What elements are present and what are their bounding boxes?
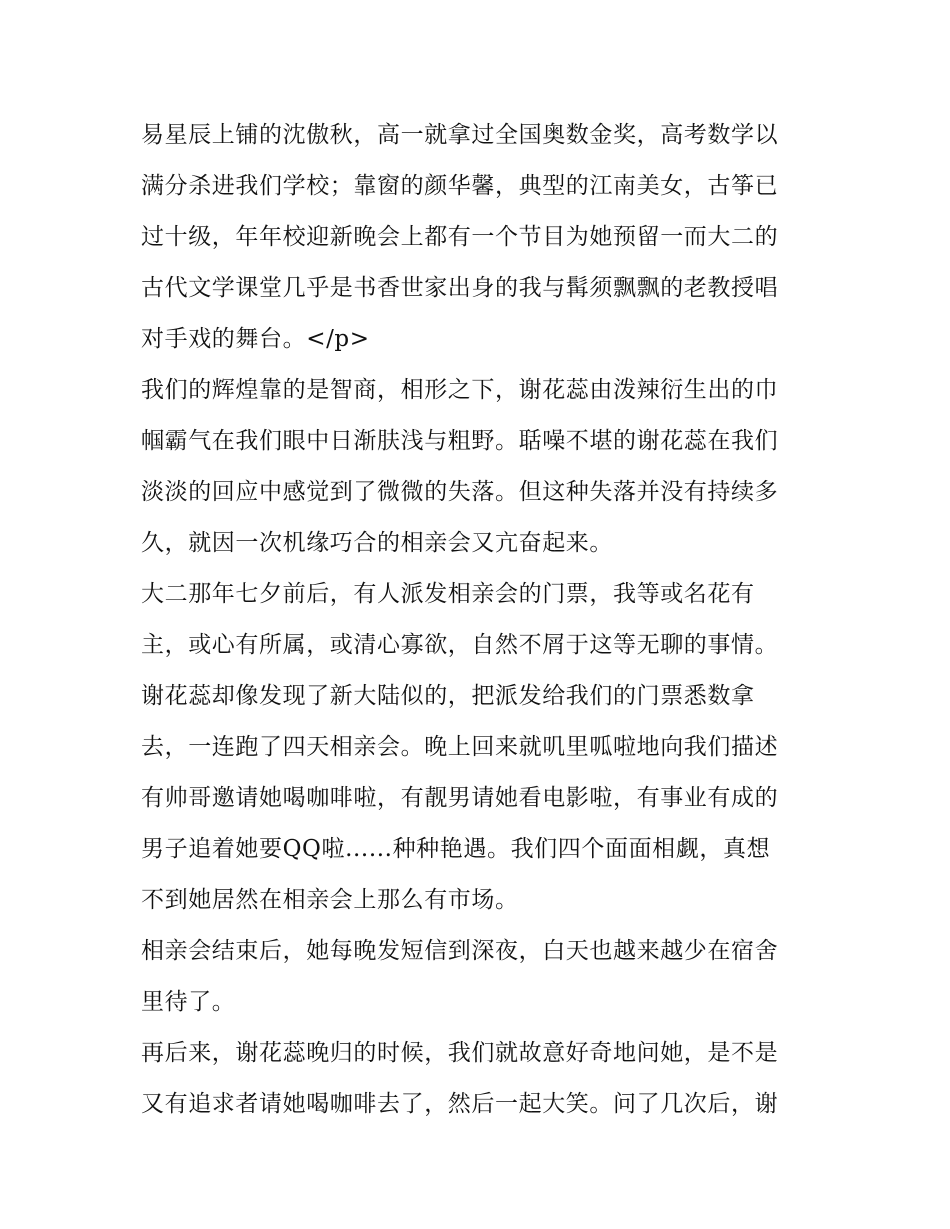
text-line: 易星辰上铺的沈傲秋，高一就拿过全国奥数金奖，高考数学以 bbox=[141, 122, 779, 148]
text-line: 主，或心有所属，或清心寡欲，自然不屑于这等无聊的事情。 bbox=[141, 632, 779, 658]
text-line: 里待了。 bbox=[141, 989, 236, 1015]
text-line: 淡淡的回应中感觉到了微微的失落。但这种失落并没有持续多 bbox=[141, 479, 779, 505]
text-line: 男子追着她要QQ啦......种种艳遇。我们四个面面相觑，真想 bbox=[141, 836, 771, 862]
text-line: 又有追求者请她喝咖啡去了，然后一起大笑。问了几次后，谢 bbox=[141, 1091, 779, 1117]
text-line: 相亲会结束后，她每晚发短信到深夜，白天也越来越少在宿舍 bbox=[141, 938, 779, 964]
text-line: 我们的辉煌靠的是智商，相形之下，谢花蕊由泼辣衍生出的巾 bbox=[141, 377, 779, 403]
text-line: 不到她居然在相亲会上那么有市场。 bbox=[141, 887, 519, 913]
text-line: 满分杀进我们学校；靠窗的颜华馨，典型的江南美女，古筝已 bbox=[141, 173, 779, 199]
text-line: 有帅哥邀请她喝咖啡啦，有靓男请她看电影啦，有事业有成的 bbox=[141, 785, 779, 811]
text-line: 古代文学课堂几乎是书香世家出身的我与髯须飘飘的老教授唱 bbox=[141, 275, 779, 301]
text-line: 大二那年七夕前后，有人派发相亲会的门票，我等或名花有 bbox=[141, 581, 755, 607]
text-line: 帼霸气在我们眼中日渐肤浅与粗野。聒噪不堪的谢花蕊在我们 bbox=[141, 428, 779, 454]
body-text bbox=[141, 110, 821, 1130]
text-line: 再后来，谢花蕊晚归的时候，我们就故意好奇地问她，是不是 bbox=[141, 1040, 779, 1066]
text-line: 久，就因一次机缘巧合的相亲会又亢奋起来。 bbox=[141, 530, 613, 556]
text-line: 过十级，年年校迎新晚会上都有一个节目为她预留一而大二的 bbox=[141, 224, 779, 250]
text-line: 对手戏的舞台。</p> bbox=[141, 326, 370, 352]
text-line: 谢花蕊却像发现了新大陆似的，把派发给我们的门票悉数拿 bbox=[141, 683, 755, 709]
text-line: 去，一连跑了四天相亲会。晚上回来就叽里呱啦地向我们描述 bbox=[141, 734, 779, 760]
